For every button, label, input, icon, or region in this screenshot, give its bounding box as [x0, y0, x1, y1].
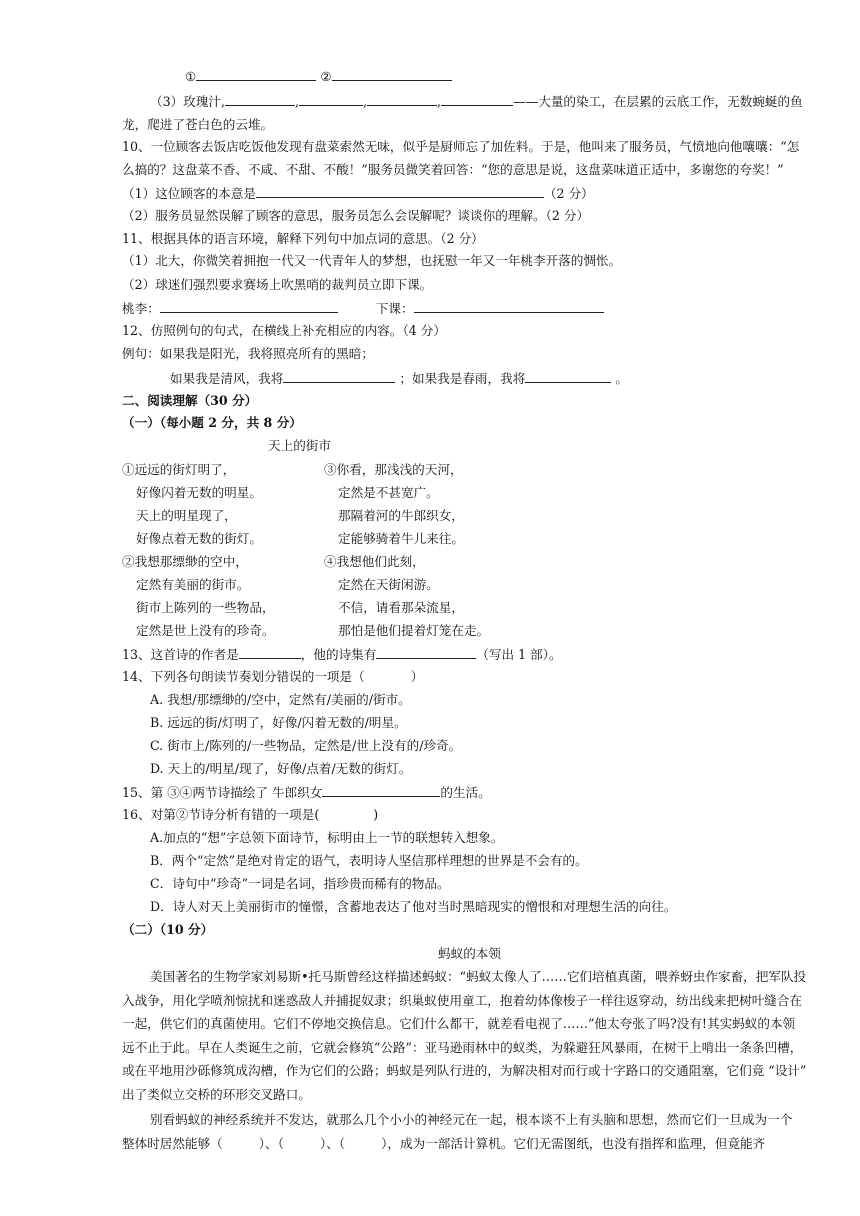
answer-blank[interactable] [299, 93, 363, 106]
poem-title: 天上的街市 [268, 438, 331, 453]
q9-line3: 龙，爬进了苍白色的云堆。 [122, 117, 274, 132]
poem-line: 定然是世上没有的珍奇。 [136, 623, 275, 638]
poem-line: 好像闪着无数的明星。 [136, 485, 262, 500]
q15: 15、第 ③④两节诗描绘了 牛郎织女 的生活。 [122, 785, 491, 800]
answer-blank[interactable] [414, 300, 604, 313]
article-line: 或在平地用沙砾修筑成沟槽，作为它们的公路；蚂蚁是列队行进的，为解决相对而行或十字路口的交通阻塞，它们竟 “设计” [122, 1063, 807, 1078]
q12-stem: 12、仿照例句的句式，在横线上补充相应的内容。（4 分） [122, 323, 446, 338]
q10-sub1: （1）这位顾客的本意是 （2 分） [122, 186, 594, 201]
answer-blank[interactable] [256, 185, 544, 198]
q14-option-d: D. 天上的/明星/现了，好像/点着/无数的街灯。 [150, 761, 412, 776]
poem-line: 不信，请看那朵流星， [338, 600, 464, 615]
poem-line: ③你看，那浅浅的天河， [324, 462, 463, 477]
answer-blank[interactable] [322, 784, 440, 797]
poem-line: 天上的明星现了， [136, 508, 237, 523]
q16-option-c: C．诗句中“珍奇”一词是名词，指珍贵而稀有的物品。 [150, 876, 450, 891]
answer-blank[interactable] [283, 370, 395, 383]
article-line: 入战争，用化学喷剂惊扰和迷惑敌人并捕捉奴隶；织巢蚁使用童工，抱着幼体像梭子一样往返穿动，纺出线来把树叶缝合在 [122, 992, 803, 1008]
poem-line: 那怕是他们提着灯笼在走。 [338, 623, 490, 638]
poem-line: 定能够骑着牛儿来往。 [338, 531, 464, 546]
q9-label-2: ② [320, 69, 332, 84]
part1-title: （一）（每小题 2 分，共 8 分） [122, 415, 302, 430]
article-title: 蚂蚁的本领 [438, 946, 501, 961]
article-p2-line1: 别看蚂蚁的神经系统并不发达，就那么几个小小的神经元在一起，根本谈不上有头脑和思想，然而它们一旦成为一个 [150, 1112, 793, 1127]
answer-blank[interactable] [196, 68, 316, 81]
q9-blanks-line [185, 68, 452, 85]
q12-example: 例句：如果我是阳光，我将照亮所有的黑暗； [122, 346, 374, 361]
q9-label-1: ① [185, 69, 197, 84]
poem-line: 定然是不甚宽广。 [338, 485, 439, 500]
part2-title: （二）（10 分） [122, 922, 214, 937]
q16-option-a: A.加点的“想”字总领下面诗节，标明由上一节的联想转入想象。 [150, 830, 504, 845]
answer-blank[interactable] [367, 93, 437, 106]
q16-option-b: B．两个“定然”是绝对肯定的语气，表明诗人坚信那样理想的世界是不会有的。 [150, 853, 588, 868]
poem-line: ②我想那缥缈的空中， [122, 554, 248, 569]
poem-line: 好像点着无数的街灯。 [136, 531, 262, 546]
answer-blank[interactable] [525, 370, 611, 383]
q11-answers: 桃李： 下课： [122, 300, 604, 317]
poem-line: 那隔着河的牛郎织女， [338, 508, 464, 523]
article-line: 出了类似立交桥的环形交叉路口。 [122, 1086, 311, 1102]
poem-line: ④我想他们此刻， [324, 554, 425, 569]
q10-sub2: （2）服务员显然误解了顾客的意思，服务员怎么会误解呢？谈谈你的理解。（2 分） [122, 208, 590, 223]
q10-stem-1: 10、一位顾客去饭店吃饭他发现有盘菜索然无味，似乎是厨师忘了加佐料。于是，他叫来了服务员，气愤地向他嚷嚷：“怎 [122, 139, 800, 154]
q11-s2: （2）球迷们强烈要求赛场上吹黑哨的裁判员立即下课。 [122, 277, 433, 292]
q10-stem-2: 么搞的？这盘菜不香、不咸、不甜、不酸！”服务员微笑着回答：“您的意思是说，这盘菜味道正适中，多谢您的夸奖！” [122, 162, 784, 177]
answer-blank[interactable] [160, 300, 338, 313]
poem-line: 定然在天街闲游。 [338, 577, 439, 592]
article-line: 一起，供它们的真菌使用。它们不停地交换信息。它们什么都干，就差看电视了……”他太夸张了吗?没有!其实蚂蚁的本领 [122, 1016, 796, 1031]
answer-blank[interactable] [376, 646, 476, 659]
q14-option-a: A. 我想/那缥缈的/空中，定然有/美丽的/街市。 [150, 692, 411, 707]
answer-blank[interactable] [225, 93, 295, 106]
article-line: 美国著名的生物学家刘易斯•托马斯曾经这样描述蚂蚁：“蚂蚁太像人了……它们培植真菌，喂养蚜虫作家畜，把军队投 [150, 969, 807, 984]
poem-line: 定然有美丽的街市。 [136, 577, 250, 592]
q16-stem: 16、对第②节诗分析有错的一项是( ) [122, 807, 379, 822]
poem-line: ①远远的街灯明了， [122, 462, 236, 477]
poem-line: 街市上陈列的一些物品， [136, 600, 275, 615]
section-title: 二、阅读理解（30 分） [122, 393, 258, 408]
q12-fill: 如果我是清风，我将 ；如果我是春雨，我将 。 [170, 371, 628, 386]
answer-blank[interactable] [441, 93, 513, 106]
article-p2-line2: 整体时居然能够（ ）、（ ）、（ ），成为一部活计算机。它们无需图纸，也没有指挥和监理，但竟能齐 [122, 1136, 766, 1151]
answer-blank[interactable] [332, 68, 452, 81]
answer-blank[interactable] [239, 646, 301, 659]
article-line: 远不止于此。早在人类诞生之前，它就会修筑“公路”：亚马逊雨林中的蚁类，为躲避狂风暴雨，在树干上啃出一条条凹槽， [122, 1039, 803, 1055]
q14-stem: 14、下列各句朗读节奏划分错误的一项是（ ） [122, 669, 424, 684]
q9-line2: （3）玫瑰汁, , , , ——大量的染工，在层累的云底工作，无数蜿蜒的鱼 [150, 94, 803, 109]
q11-stem: 11、根据具体的语言环境，解释下列句中加点词的意思。（2 分） [122, 231, 484, 246]
q16-option-d: D．诗人对天上美丽街市的憧憬，含蓄地表达了他对当时黑暗现实的憎恨和对理想生活的向往。 [150, 899, 677, 914]
q11-s1: （1）北大，你微笑着拥抱一代又一代青年人的梦想，也抚慰一年又一年桃李开落的惆怅。 [122, 253, 622, 268]
q14-option-c: C. 街市上/陈列的/一些物品，定然是/世上没有的/珍奇。 [150, 738, 462, 753]
q14-option-b: B. 远远的街/灯明了，好像/闪着无数的/明星。 [150, 715, 407, 730]
q13: 13、这首诗的作者是 ，他的诗集有 （写出 1 部）。 [122, 647, 562, 662]
